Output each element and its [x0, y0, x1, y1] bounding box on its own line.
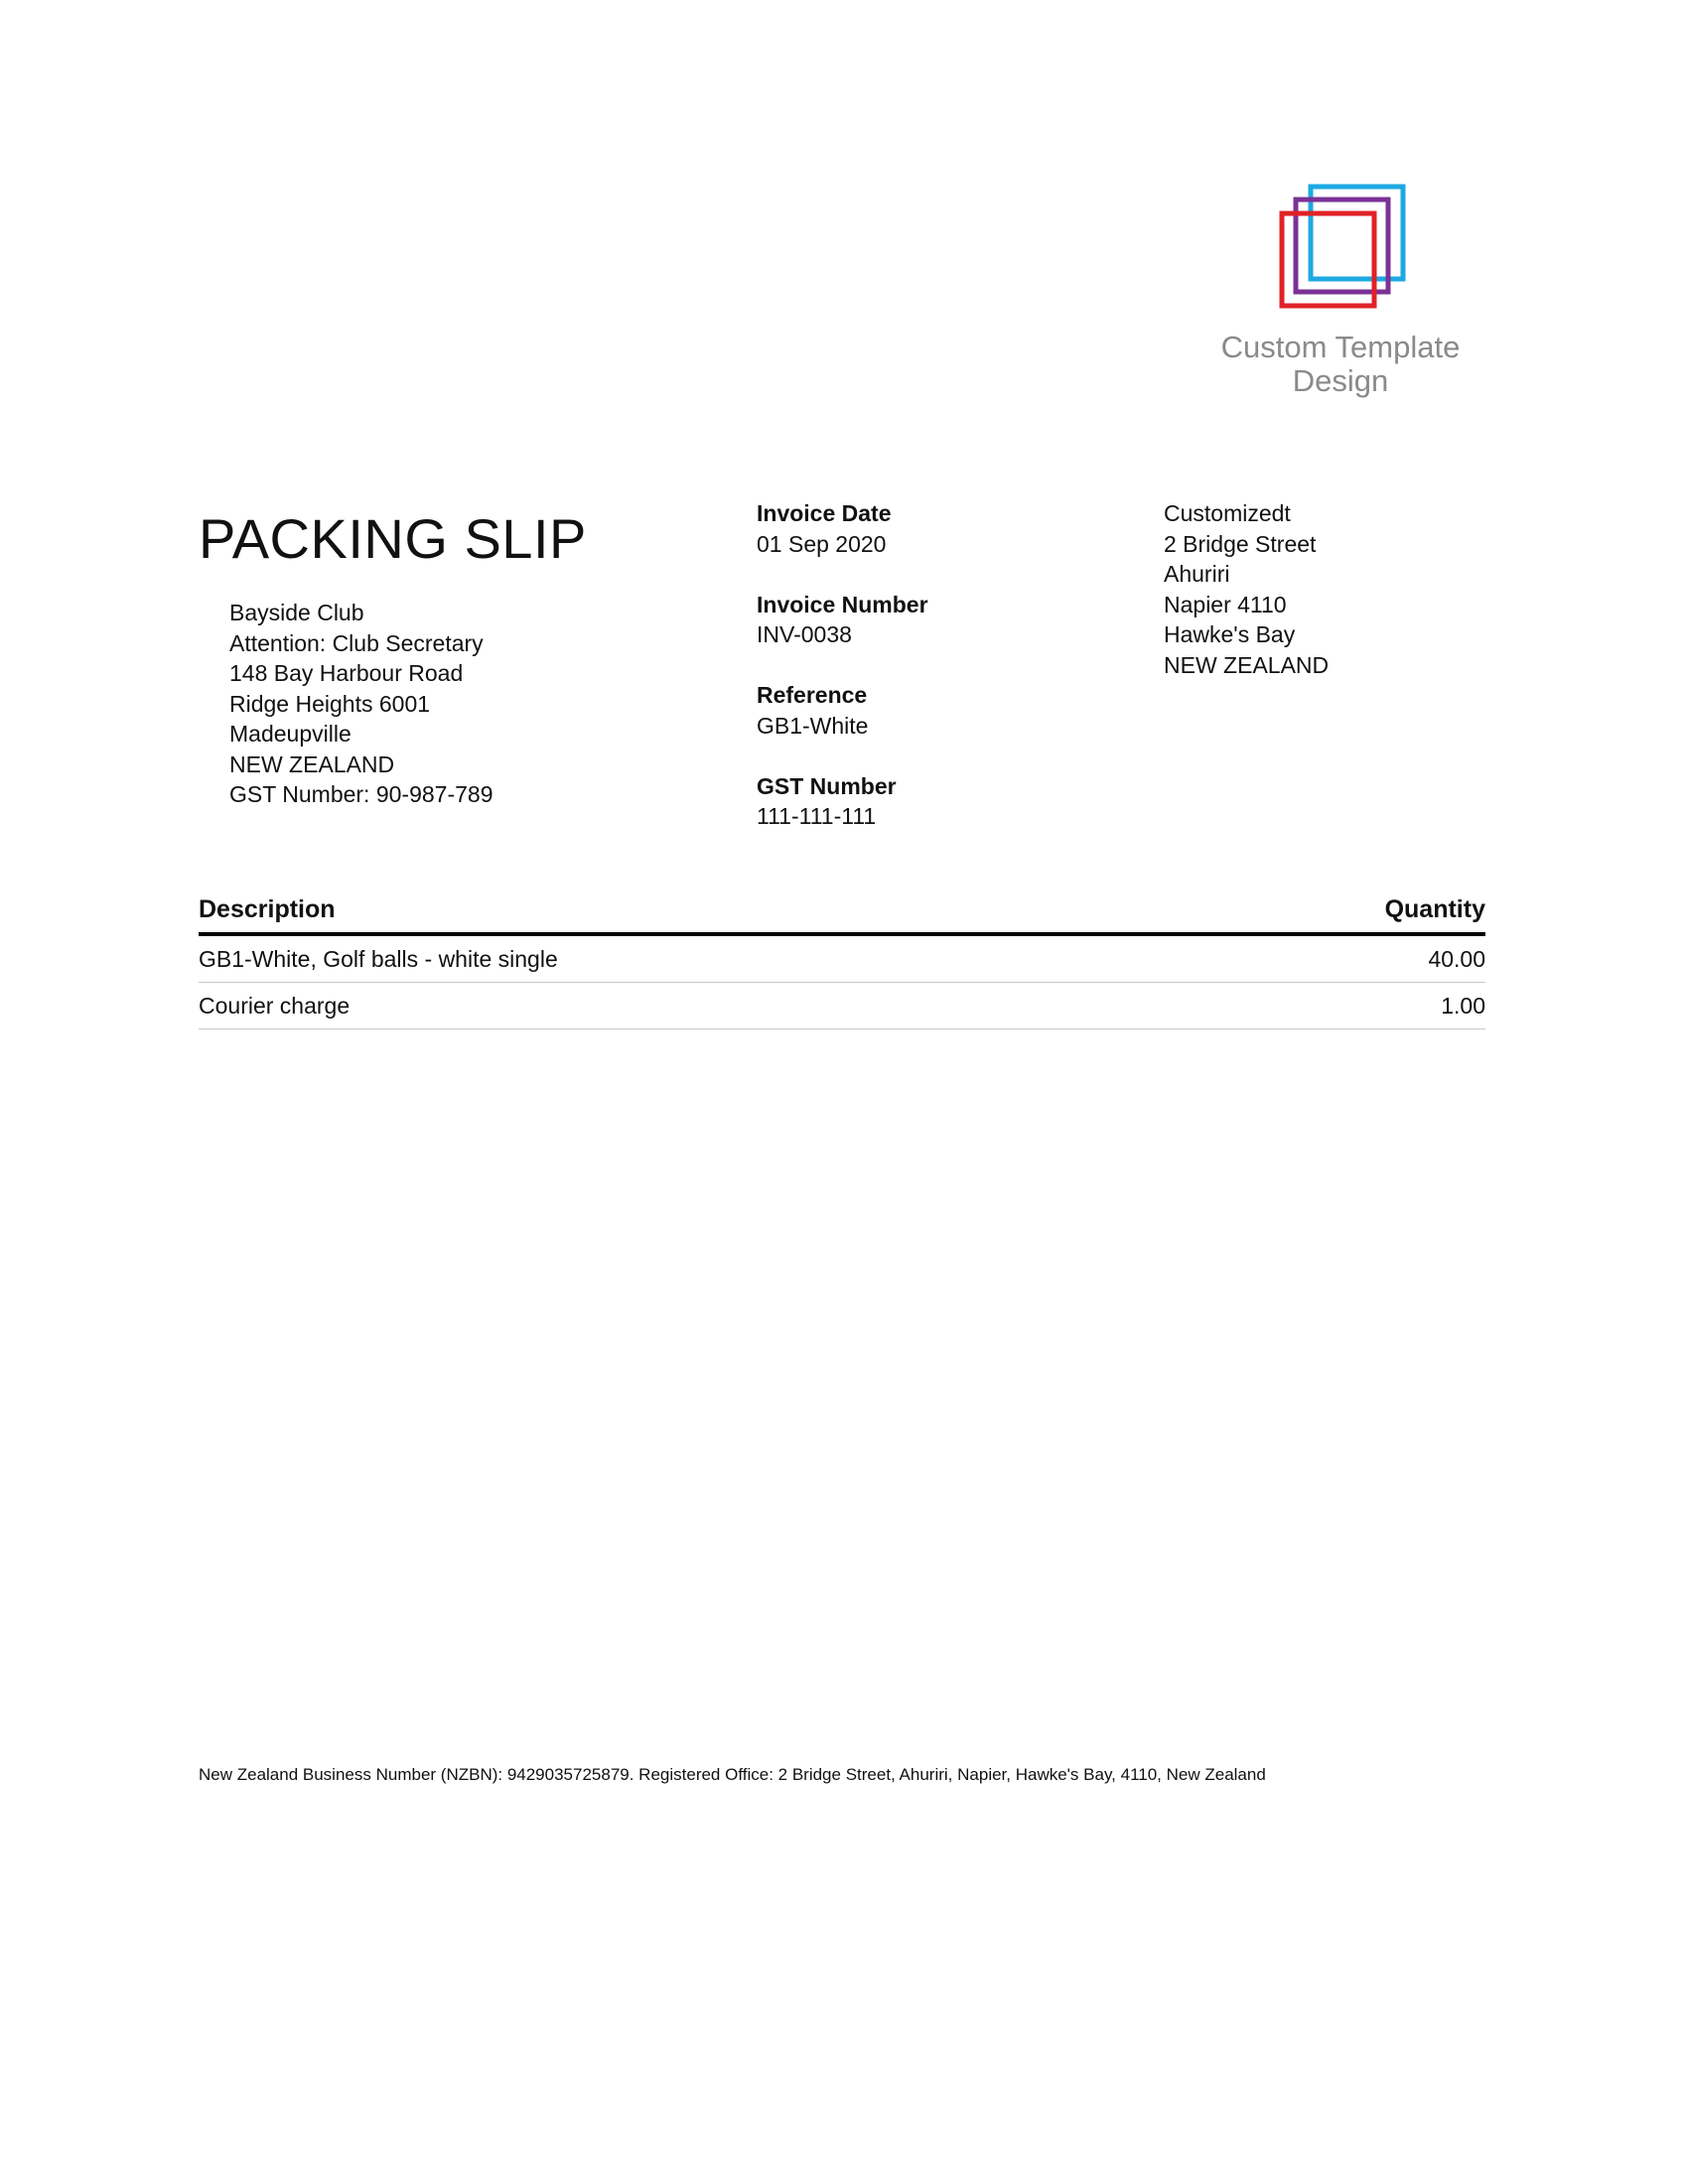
table-header — [199, 895, 1485, 936]
meta-value: INV-0038 — [757, 621, 852, 647]
meta-label: GST Number — [757, 772, 897, 799]
gst-number — [757, 771, 928, 832]
table-row — [199, 936, 1485, 983]
meta-label: Reference — [757, 682, 868, 708]
logo-text — [1211, 331, 1470, 398]
table-row — [199, 983, 1485, 1029]
meta-value: 01 Sep 2020 — [757, 530, 887, 557]
company-logo — [1211, 184, 1470, 402]
item-quantity: 1.00 — [1441, 993, 1485, 1019]
footer-registration: New Zealand Business Number (NZBN): 9429035725879. Registered Office: 2 Bridge Street, Ahuriri, Napier, Hawke's Bay, 4110, New Zealand — [199, 1765, 1266, 1784]
reference — [757, 680, 928, 741]
bill-to-line: Attention: Club Secretary — [229, 629, 484, 656]
invoice-meta — [757, 498, 928, 862]
from-address-line: Ahuriri — [1164, 561, 1230, 587]
quantity-header: Quantity — [1384, 895, 1485, 923]
bill-to-line: NEW ZEALAND — [229, 751, 395, 777]
item-description: GB1-White, Golf balls - white single — [199, 946, 558, 972]
logo-text-line-2: Design — [1292, 363, 1389, 398]
description-header: Description — [199, 895, 336, 923]
bill-to-line: 148 Bay Harbour Road — [229, 660, 464, 686]
item-quantity: 40.00 — [1428, 946, 1485, 972]
from-address-line: Hawke's Bay — [1164, 621, 1296, 647]
invoice-number — [757, 590, 928, 650]
from-address-line: Napier 4110 — [1164, 591, 1287, 617]
bill-to-line: Madeupville — [229, 721, 352, 747]
invoice-date — [757, 498, 928, 559]
bill-to-line: GST Number: 90-987-789 — [229, 781, 493, 807]
bill-to-line: Ridge Heights 6001 — [229, 690, 431, 717]
meta-value: 111-111-111 — [757, 803, 877, 829]
meta-value: GB1-White — [757, 712, 869, 739]
items-table — [199, 895, 1485, 1029]
item-description: Courier charge — [199, 993, 351, 1019]
from-address — [1164, 498, 1329, 680]
from-address-line: 2 Bridge Street — [1164, 530, 1317, 557]
from-address-line: NEW ZEALAND — [1164, 651, 1330, 678]
from-address-line: Customizedt — [1164, 500, 1291, 526]
logo-text-line-1: Custom Template — [1220, 330, 1461, 364]
meta-label: Invoice Number — [757, 591, 928, 617]
document-title: PACKING SLIP — [199, 507, 587, 570]
bill-to-address — [229, 598, 493, 810]
bill-to-line: Bayside Club — [229, 600, 364, 625]
squares-logo-icon — [1279, 184, 1418, 318]
meta-label: Invoice Date — [757, 500, 892, 526]
